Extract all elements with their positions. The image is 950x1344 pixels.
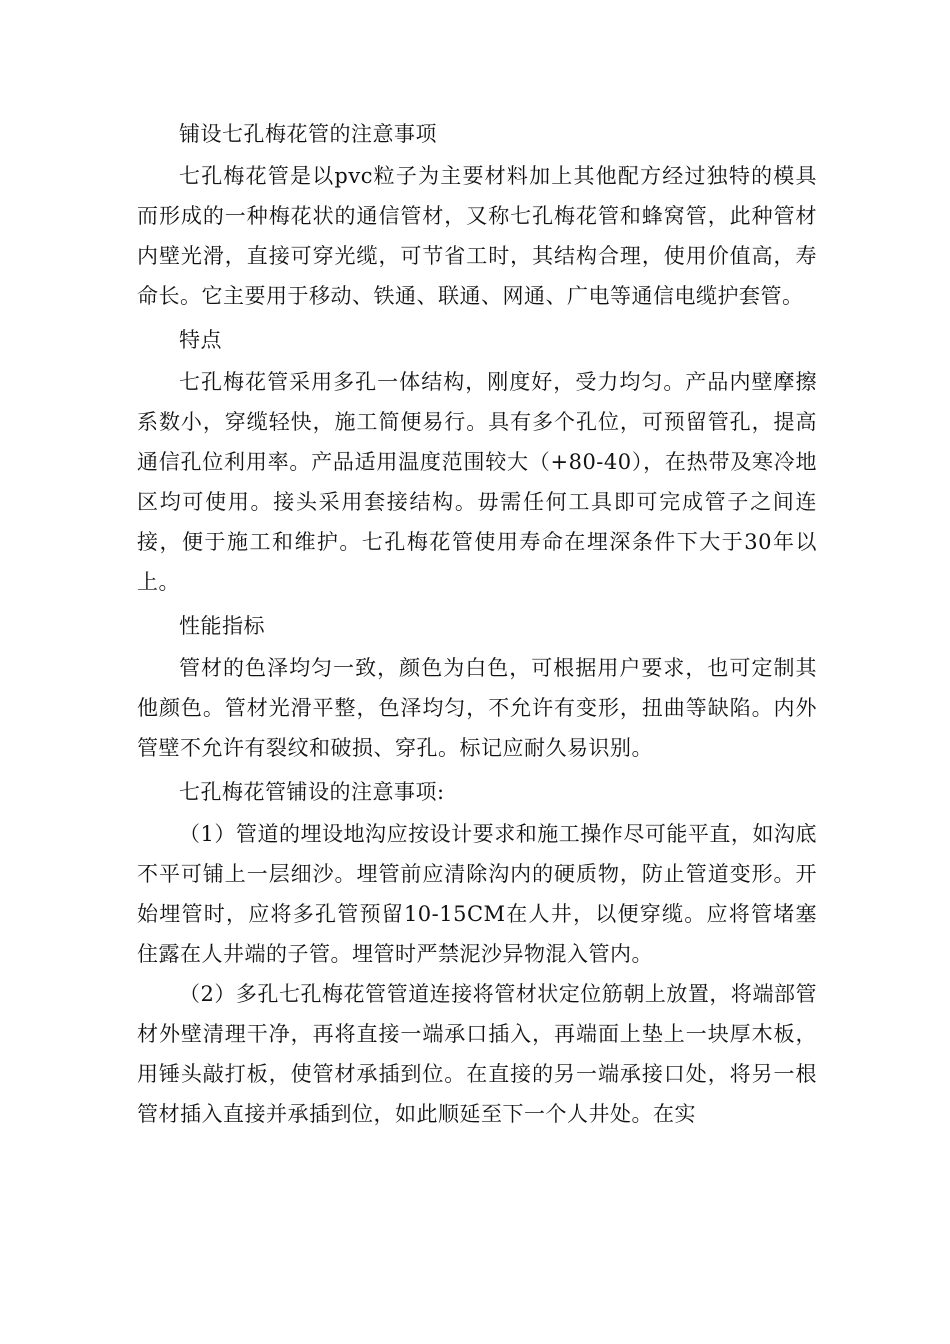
section-heading-notice: 铺设七孔梅花管的注意事项 bbox=[179, 122, 437, 146]
paragraph-intro: 七孔梅花管是以pvc粒子为主要材料加上其他配方经过独特的模具而形成的一种梅花状的通信管材，又称七孔梅花管和蜂窝管，此种管材内壁光滑，直接可穿光缆，可节省工时，其结构合理，使用价值高，寿命长。它主要用于移动、铁通、联通、网通、广电等通信电缆护套管。 bbox=[137, 164, 817, 308]
section-heading-specs: 性能指标 bbox=[179, 614, 265, 638]
list-item-2: （2）多孔七孔梅花管管道连接将管材状定位筋朝上放置，将端部管材外壁清理干净，再将直接一端承口插入，再端面上垫上一块厚木板，用锤头敲打板，使管材承插到位。在直接的另一端承接口处，将另一根管材插入直接并承插到位，如此顺延至下一个人井处。在实 bbox=[137, 982, 817, 1126]
section-heading-laying-notes: 七孔梅花管铺设的注意事项: bbox=[179, 780, 445, 804]
document-body bbox=[137, 112, 817, 1134]
paragraph-features: 七孔梅花管采用多孔一体结构，刚度好，受力均匀。产品内壁摩擦系数小，穿缆轻快，施工简便易行。具有多个孔位，可预留管孔，提高通信孔位利用率。产品适用温度范围较大（+80-40），在热带及寒冷地区均可使用。接头采用套接结构。毋需任何工具即可完成管子之间连接，便于施工和维护。七孔梅花管使用寿命在埋深条件下大于30年以上。 bbox=[137, 370, 817, 594]
paragraph-specs: 管材的色泽均匀一致，颜色为白色，可根据用户要求，也可定制其他颜色。管材光滑平整，色泽均匀，不允许有变形，扭曲等缺陷。内外管壁不允许有裂纹和破损、穿孔。标记应耐久易识别。 bbox=[137, 656, 817, 760]
list-item-1: （1）管道的埋设地沟应按设计要求和施工操作尽可能平直，如沟底不平可铺上一层细沙。埋管前应清除沟内的硬质物，防止管道变形。开始埋管时，应将多孔管预留10-15CM在人井，以便穿缆。应将管堵塞住露在人井端的子管。埋管时严禁泥沙异物混入管内。 bbox=[137, 822, 817, 966]
section-heading-features: 特点 bbox=[179, 328, 222, 352]
